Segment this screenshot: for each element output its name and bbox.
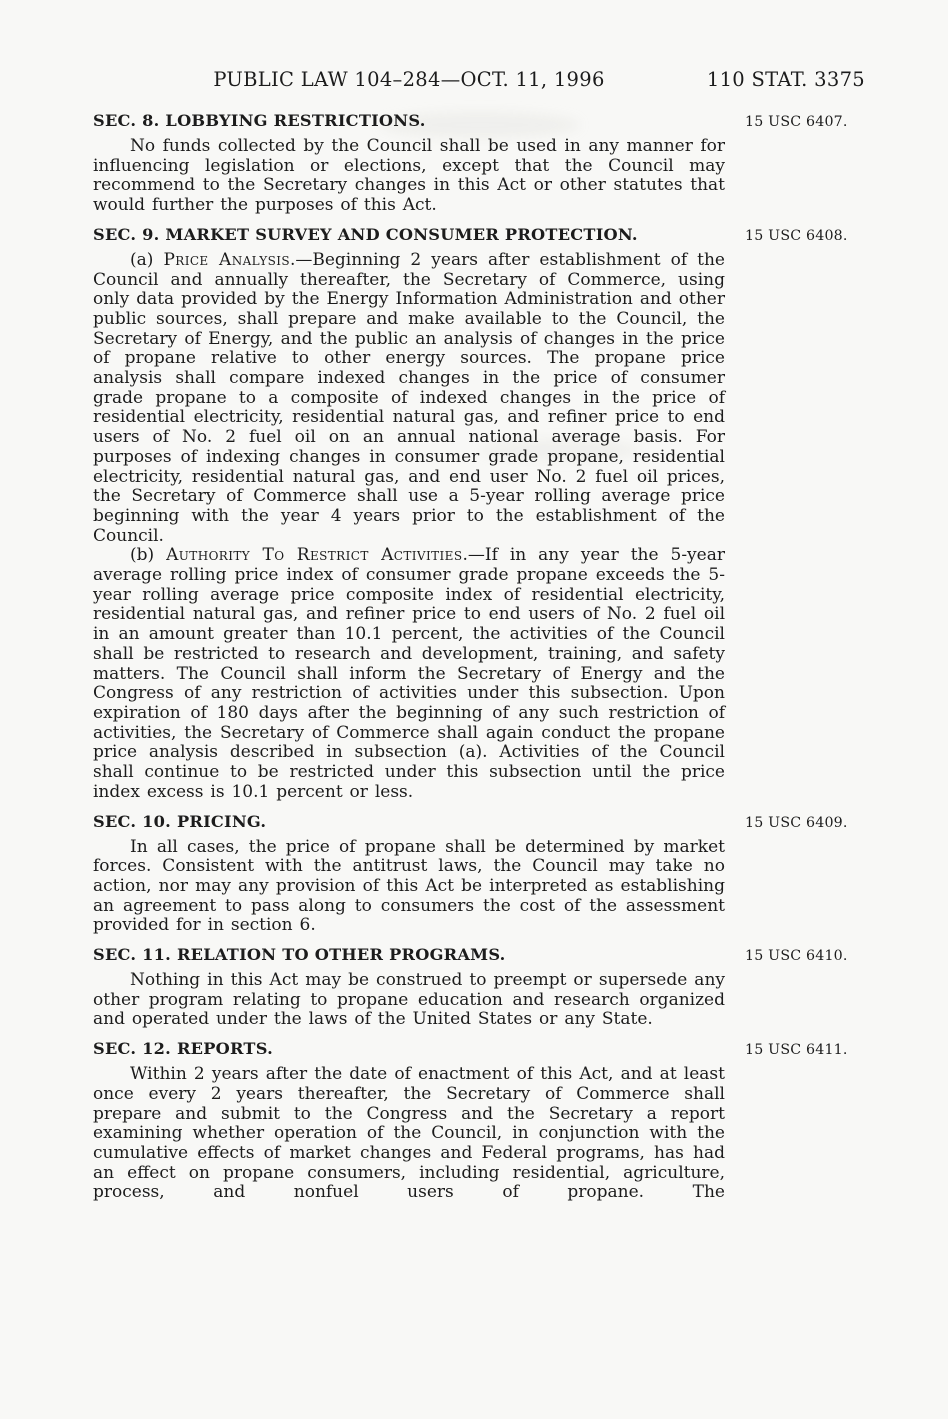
paragraph-text: No funds collected by the Council shall be used in any manner for influencing legislation or elections, except that the Council may recommend to the Secretary changes in this Act or other statutes that would further the purposes of this Act. [93,136,725,216]
paragraph-smallcaps: Price Analysis [163,249,290,270]
section-heading-text: SEC. 8. LOBBYING RESTRICTIONS. [93,111,426,130]
paragraph-text: .—If in any year the 5-year average rolling price index of consumer grade propane exceeds the 5-year rolling average price composite index of residential electricity, residential natural gas, and refiner price to end users of No. 2 fuel oil in an amount greater than 10.1 percent, the activities of the Council shall be restricted to research and development, training, and safety matters. The Council shall inform the Secretary of Energy and the Congress of any restriction of activities under this subsection. Upon expiration of 180 days after the beginning of any such restriction of activities, the Secretary of Commerce shall again conduct the propane price analysis described in subsection (a). Activities of the Council shall continue to be restricted under this subsection until the price index excess is 10.1 percent or less. [93,545,725,802]
paragraph-text: Nothing in this Act may be construed to preempt or supersede any other program relating to propane education and research organized and operated under the laws of the United States or any State. [93,970,725,1030]
section-10 [93,811,848,937]
margin-note: 15 USC 6409. [745,814,848,831]
paragraph-prefix: (b) [130,545,167,566]
section-paragraph [93,251,725,547]
document-body [93,111,848,1203]
paragraph-text: .—Beginning 2 years after establishment of the Council and annually thereafter, the Secretary of Commerce, using only data provided by the Energy Information Administration and other public sources, shall prepare and make available to the Council, the Secretary of Energy, and the public an analysis of changes in the price of propane relative to other energy sources. The propane price analysis shall compare indexed changes in the price of consumer grade propane to a composite of indexed changes in the price of residential electricity, residential natural gas, and refiner price to end users of No. 2 fuel oil on an annual national average basis. For purposes of indexing changes in consumer grade propane, residential electricity, residential natural gas, and end user No. 2 fuel oil prices, the Secretary of Commerce shall use a 5-year rolling average price beginning with the year 4 years prior to the establishment of the Council. [93,249,725,546]
margin-note: 15 USC 6408. [745,227,848,244]
paragraph-prefix: (a) [130,249,164,270]
section-12 [93,1039,848,1203]
section-heading-text: SEC. 11. RELATION TO OTHER PROGRAMS. [93,945,506,965]
section-heading-text: SEC. 10. PRICING. [93,811,267,831]
section-paragraph [93,971,725,1030]
margin-note: 15 USC 6407. [745,114,848,130]
paragraph-smallcaps: Authority To Restrict Activities [166,545,463,566]
section-11 [93,945,848,1030]
section-heading [93,1039,848,1059]
section-heading [93,945,848,965]
section-8 [93,111,848,216]
section-heading-text: SEC. 9. MARKET SURVEY AND CONSUMER PROTECTION. [93,224,638,244]
paragraph-text: In all cases, the price of propane shall be determined by market forces. Consistent with the antitrust laws, the Council may take no action, nor may any provision of this Act be interpreted as establishing an agreement to pass along to consumers the cost of the assessment provided for in section 6. [93,836,725,936]
section-9 [93,224,848,803]
stat-citation: 110 STAT. 3375 [706,68,865,91]
margin-note: 15 USC 6411. [745,1042,848,1059]
law-title: PUBLIC LAW 104–284—OCT. 11, 1996 [213,68,605,91]
section-paragraph [93,838,725,937]
section-heading-text: SEC. 12. REPORTS. [93,1039,273,1059]
section-heading [93,811,848,832]
section-heading [93,111,848,131]
section-paragraph [93,137,725,216]
section-paragraph [93,546,725,802]
section-paragraph [93,1065,725,1203]
margin-note: 15 USC 6410. [745,948,848,965]
running-head [93,68,865,94]
section-heading [93,224,848,245]
paragraph-text: Within 2 years after the date of enactment of this Act, and at least once every 2 years thereafter, the Secretary of Commerce shall prepare and submit to the Congress and the Secretary a report examining whether operation of the Council, in conjunction with the cumulative effects of market changes and Federal programs, has had an effect on propane consumers, including residential, agriculture, process, and nonfuel users of propane. The [93,1064,725,1203]
